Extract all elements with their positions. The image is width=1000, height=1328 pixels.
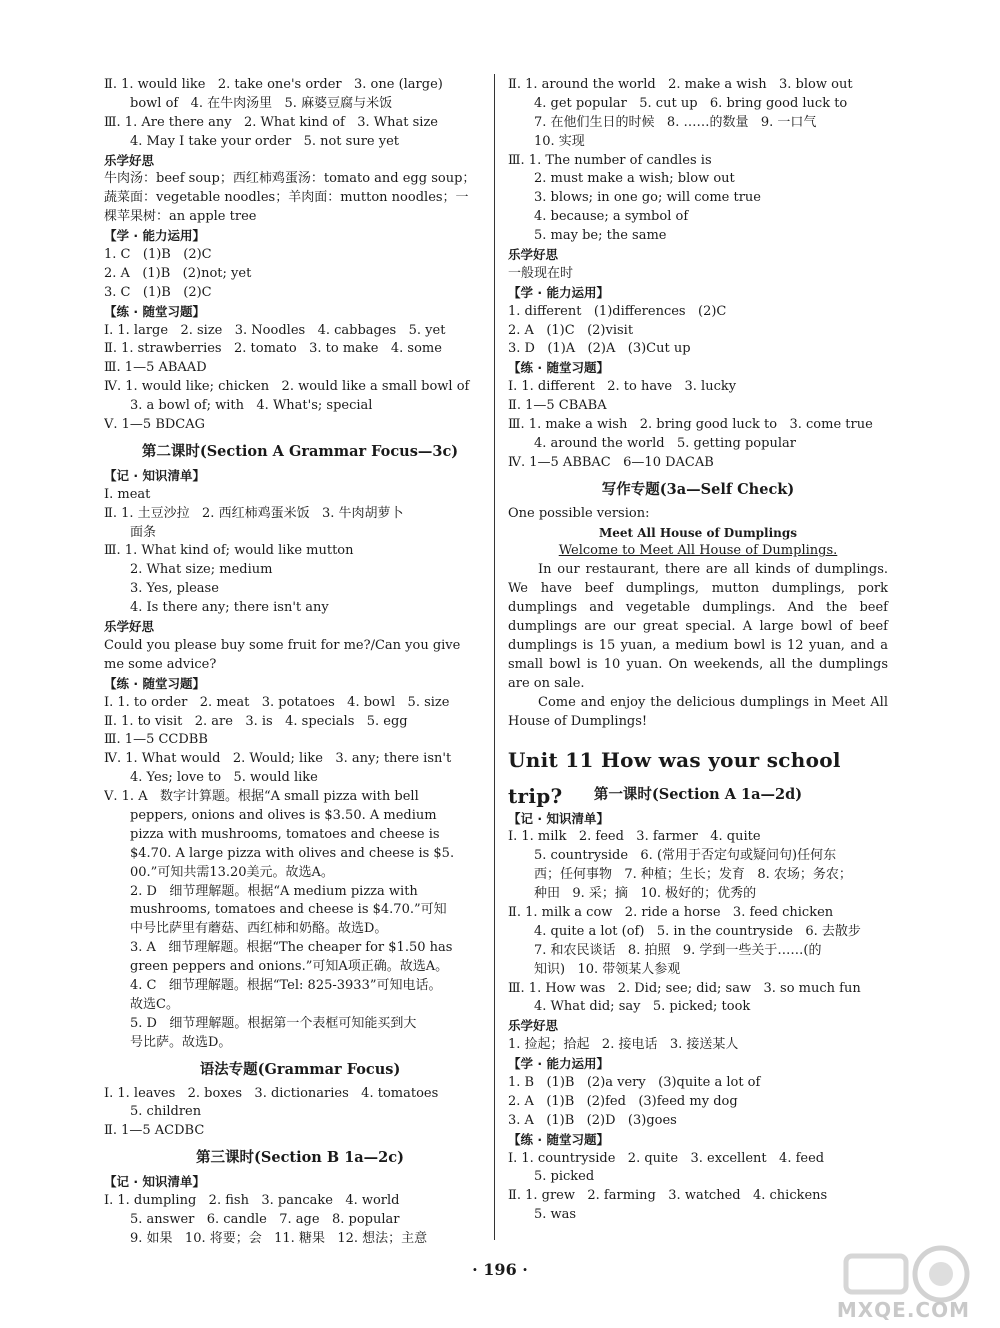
answer-line: Ⅱ. 1. grew 2. farming 3. watched 4. chickens <box>508 1188 828 1204</box>
section-label: 乐学好思 <box>104 152 155 168</box>
answer-line: 1. different (1)differences (2)C <box>508 303 727 319</box>
answer-line: Ⅱ. 1—5 CBABA <box>508 398 607 414</box>
answer-line: 2. A (1)B (2)fed (3)feed my dog <box>508 1093 738 1109</box>
section-label: 乐学好思 <box>508 247 559 263</box>
right-column <box>508 76 888 1225</box>
answer-line: Ⅰ. 1. countryside 2. quite 3. excellent 4. feed <box>508 1150 825 1166</box>
answer-line: mushrooms, tomatoes and cheese is $4.70.”可知 <box>130 902 447 918</box>
answer-line: 5. answer 6. candle 7. age 8. popular <box>130 1211 400 1227</box>
section-heading: 写作专题(3a—Self Check) <box>601 480 795 498</box>
answer-line: 5. picked <box>534 1169 595 1185</box>
essay <box>508 524 888 732</box>
answer-line: 4. around the world 5. getting popular <box>534 435 796 451</box>
unit-title: Unit 11 How was your school trip? <box>508 747 841 808</box>
answer-line: 3. blows; in one go; will come true <box>534 190 761 206</box>
answer-line: 2. What size; medium <box>130 562 273 578</box>
answer-line: Ⅰ. meat <box>104 486 151 502</box>
answer-line: Ⅰ. 1. different 2. to have 3. lucky <box>508 379 737 395</box>
answer-line: 10. 实现 <box>534 133 585 149</box>
answer-line: Ⅴ. 1. A 数字计算题。根据“A small pizza with bell <box>104 789 419 805</box>
answer-line: 3. a bowl of; with 4. What's; special <box>130 398 373 414</box>
answer-line: 故选C。 <box>130 996 179 1012</box>
answer-line: 3. Yes, please <box>130 581 219 597</box>
answer-line: Ⅰ. 1. dumpling 2. fish 3. pancake 4. world <box>104 1193 400 1209</box>
answer-line: Ⅱ. 1. milk a cow 2. ride a horse 3. feed chicken <box>508 904 834 920</box>
watermark-text: MXQE.COM <box>836 1298 970 1322</box>
answer-line: green peppers and onions.”可知A项正确。故选A。 <box>130 959 449 975</box>
column-divider <box>494 74 495 1240</box>
section-heading: 第三课时(Section B 1a—2c) <box>196 1149 404 1167</box>
answer-line: 号比萨。故选D。 <box>130 1034 232 1050</box>
answer-line: 5. countryside 6. (常用于否定句或疑问句)任何东 <box>534 848 837 864</box>
answer-line: Ⅰ. 1. milk 2. feed 3. farmer 4. quite <box>508 829 761 845</box>
answer-line: 3. C (1)B (2)C <box>104 284 212 300</box>
answer-line: peppers, onions and olives is $3.50. A medium <box>130 807 437 823</box>
answer-line: 4. get popular 5. cut up 6. bring good luck to <box>534 95 848 111</box>
answer-line: 3. A 细节理解题。根据“The cheaper for $1.50 has <box>130 940 453 956</box>
answer-line: Ⅱ. 1—5 ACDBC <box>104 1123 205 1139</box>
section-label: 【记 · 知识清单】 <box>104 467 205 483</box>
answer-line: 西；任何事物 7. 种植；生长；发育 8. 农场；务农； <box>534 867 852 883</box>
answer-line: 棵苹果树：an apple tree <box>104 209 257 225</box>
answer-line: 知识) 10. 带领某人参观 <box>534 961 681 977</box>
right-column-bottom <box>508 782 888 1226</box>
answer-line: bowl of 4. 在牛肉汤里 5. 麻婆豆腐与米饭 <box>130 95 393 111</box>
essay-paragraph-1: In our restaurant, there are all kinds of dumplings. We have beef dumplings, mutton dumplings, pork dumplings and vegetable dumplings. And the beef dumplings are our great special. A large bowl of beef dumplings is 15 yuan, a medium bowl is 12 yuan, and a small bowl is 10 yuan. On weekends, all the dumplings are on sale. <box>508 562 888 691</box>
answer-line: 5. was <box>534 1207 577 1223</box>
answer-line: 5. D 细节理解题。根据第一个表框可知能买到大 <box>130 1015 417 1031</box>
section-label: 【练 · 随堂习题】 <box>104 675 205 691</box>
answer-line: 种田 9. 采；摘 10. 极好的；优秀的 <box>534 886 757 902</box>
answer-line: 1. B (1)B (2)a very (3)quite a lot of <box>508 1075 761 1090</box>
answer-line: 4. C 细节理解题。根据“Tel: 825-3933”可知电话。 <box>130 977 442 993</box>
answer-line: 5. may be; the same <box>534 228 667 244</box>
answer-line: 9. 如果 10. 将要；会 11. 糖果 12. 想法；主意 <box>130 1230 428 1246</box>
answer-line: Ⅲ. 1. Are there any 2. What kind of 3. What size <box>104 114 438 130</box>
answer-line: 00.”可知共需13.20美元。故选A。 <box>130 864 334 880</box>
left-column <box>104 76 496 1249</box>
section-heading: 第一课时(Section A 1a—2d) <box>593 785 803 803</box>
answer-line: Ⅳ. 1. What would 2. Would; like 3. any; there isn't <box>104 751 452 767</box>
section-label: 【练 · 随堂习题】 <box>508 360 609 376</box>
answer-line: Ⅱ. 1. 土豆沙拉 2. 西红柿鸡蛋米饭 3. 牛肉胡萝卜 <box>104 505 404 521</box>
answer-line: 4. What did; say 5. picked; took <box>534 999 751 1015</box>
answer-line: 2. must make a wish; blow out <box>534 171 735 187</box>
answer-line: Ⅳ. 1. would like; chicken 2. would like a small bowl of <box>104 379 470 395</box>
section-label: 【学 · 能力运用】 <box>104 228 205 244</box>
essay-paragraph-2: Come and enjoy the delicious dumplings in Meet All House of Dumplings! <box>508 694 888 729</box>
answer-line: 2. A (1)B (2)not; yet <box>104 265 252 281</box>
answer-line: 4. because; a symbol of <box>534 209 689 225</box>
answer-line: 1. 捡起；拾起 2. 接电话 3. 接送某人 <box>508 1037 739 1053</box>
answer-line: Ⅱ. 1. around the world 2. make a wish 3. blow out <box>508 77 853 92</box>
answer-line: 蔬菜面：vegetable noodles；羊肉面：mutton noodles；一 <box>104 190 469 206</box>
section-label: 乐学好思 <box>104 619 155 635</box>
answer-line: 7. 在他们生日的时候 8. ……的数量 9. 一口气 <box>534 114 817 130</box>
answer-line: me some advice? <box>104 656 217 672</box>
answer-line: Ⅲ. 1. How was 2. Did; see; did; saw 3. so much fun <box>508 980 861 996</box>
answer-line: Ⅰ. 1. to order 2. meat 3. potatoes 4. bowl 5. size <box>104 694 450 710</box>
answer-line: 3. A (1)B (2)D (3)goes <box>508 1112 677 1128</box>
answer-line: 面条 <box>130 524 157 540</box>
answer-line: Ⅲ. 1. What kind of; would like mutton <box>104 543 354 559</box>
essay-title: Meet All House of Dumplings <box>598 525 798 540</box>
answer-line: 4. Yes; love to 5. would like <box>130 770 318 786</box>
answer-line: 5. children <box>130 1104 202 1120</box>
answer-line: 2. D 细节理解题。根据“A medium pizza with <box>130 883 418 899</box>
answer-line: $4.70. A large pizza with olives and cheese is $5. <box>130 845 455 861</box>
answer-line: 中号比萨里有蘑菇、西红柿和奶酪。故选D。 <box>130 921 388 937</box>
answer-line: One possible version: <box>508 505 650 521</box>
answer-line: Ⅱ. 1. to visit 2. are 3. is 4. specials 5. egg <box>104 713 408 729</box>
answer-line: 3. D (1)A (2)A (3)Cut up <box>508 341 691 357</box>
answer-line: pizza with mushrooms, tomatoes and cheese is <box>130 826 440 842</box>
answer-line: 牛肉汤：beef soup；西红柿鸡蛋汤：tomato and egg soup； <box>104 171 476 187</box>
right-column-top <box>508 76 888 524</box>
answer-line: 4. Is there any; there isn't any <box>130 600 329 616</box>
answer-line: 4. quite a lot (of) 5. in the countryside 6. 去散步 <box>534 923 861 939</box>
answer-line: Ⅰ. 1. large 2. size 3. Noodles 4. cabbages 5. yet <box>104 322 446 338</box>
page-number: · 196 · <box>472 1260 528 1279</box>
section-label: 【学 · 能力运用】 <box>508 1056 609 1072</box>
section-label: 【练 · 随堂习题】 <box>508 1131 609 1147</box>
answer-line: Ⅲ. 1. The number of candles is <box>508 152 712 168</box>
answer-line: Ⅰ. 1. leaves 2. boxes 3. dictionaries 4. tomatoes <box>104 1085 439 1101</box>
answer-line: Could you please buy some fruit for me?/Can you give <box>104 637 461 653</box>
answer-line: Ⅲ. 1—5 CCDBB <box>104 732 208 748</box>
answer-line: Ⅲ. 1—5 ABAAD <box>104 360 207 376</box>
section-heading: 语法专题(Grammar Focus) <box>199 1060 401 1078</box>
essay-subtitle: Welcome to Meet All House of Dumplings. <box>558 543 838 559</box>
section-label: 【记 · 知识清单】 <box>104 1174 205 1190</box>
answer-line: Ⅳ. 1—5 ABBAC 6—10 DACAB <box>508 454 714 470</box>
answer-line: 一般现在时 <box>508 265 574 281</box>
section-label: 【记 · 知识清单】 <box>508 810 609 826</box>
answer-line: Ⅱ. 1. strawberries 2. tomato 3. to make 4. some <box>104 341 442 357</box>
answer-line: 2. A (1)C (2)visit <box>508 322 634 338</box>
section-label: 【练 · 随堂习题】 <box>104 303 205 319</box>
section-label: 【学 · 能力运用】 <box>508 284 609 300</box>
section-label: 乐学好思 <box>508 1018 559 1034</box>
answer-line: Ⅲ. 1. make a wish 2. bring good luck to 3. come true <box>508 417 873 433</box>
answer-line: 1. C (1)B (2)C <box>104 247 212 263</box>
answer-line: 4. May I take your order 5. not sure yet <box>130 133 400 149</box>
answer-line: 7. 和农民谈话 8. 拍照 9. 学到一些关于……(的 <box>534 942 822 958</box>
section-heading: 第二课时(Section A Grammar Focus—3c) <box>141 442 459 460</box>
answer-line: Ⅱ. 1. would like 2. take one's order 3. one (large) <box>104 77 443 92</box>
answer-line: Ⅴ. 1—5 BDCAG <box>104 417 206 433</box>
